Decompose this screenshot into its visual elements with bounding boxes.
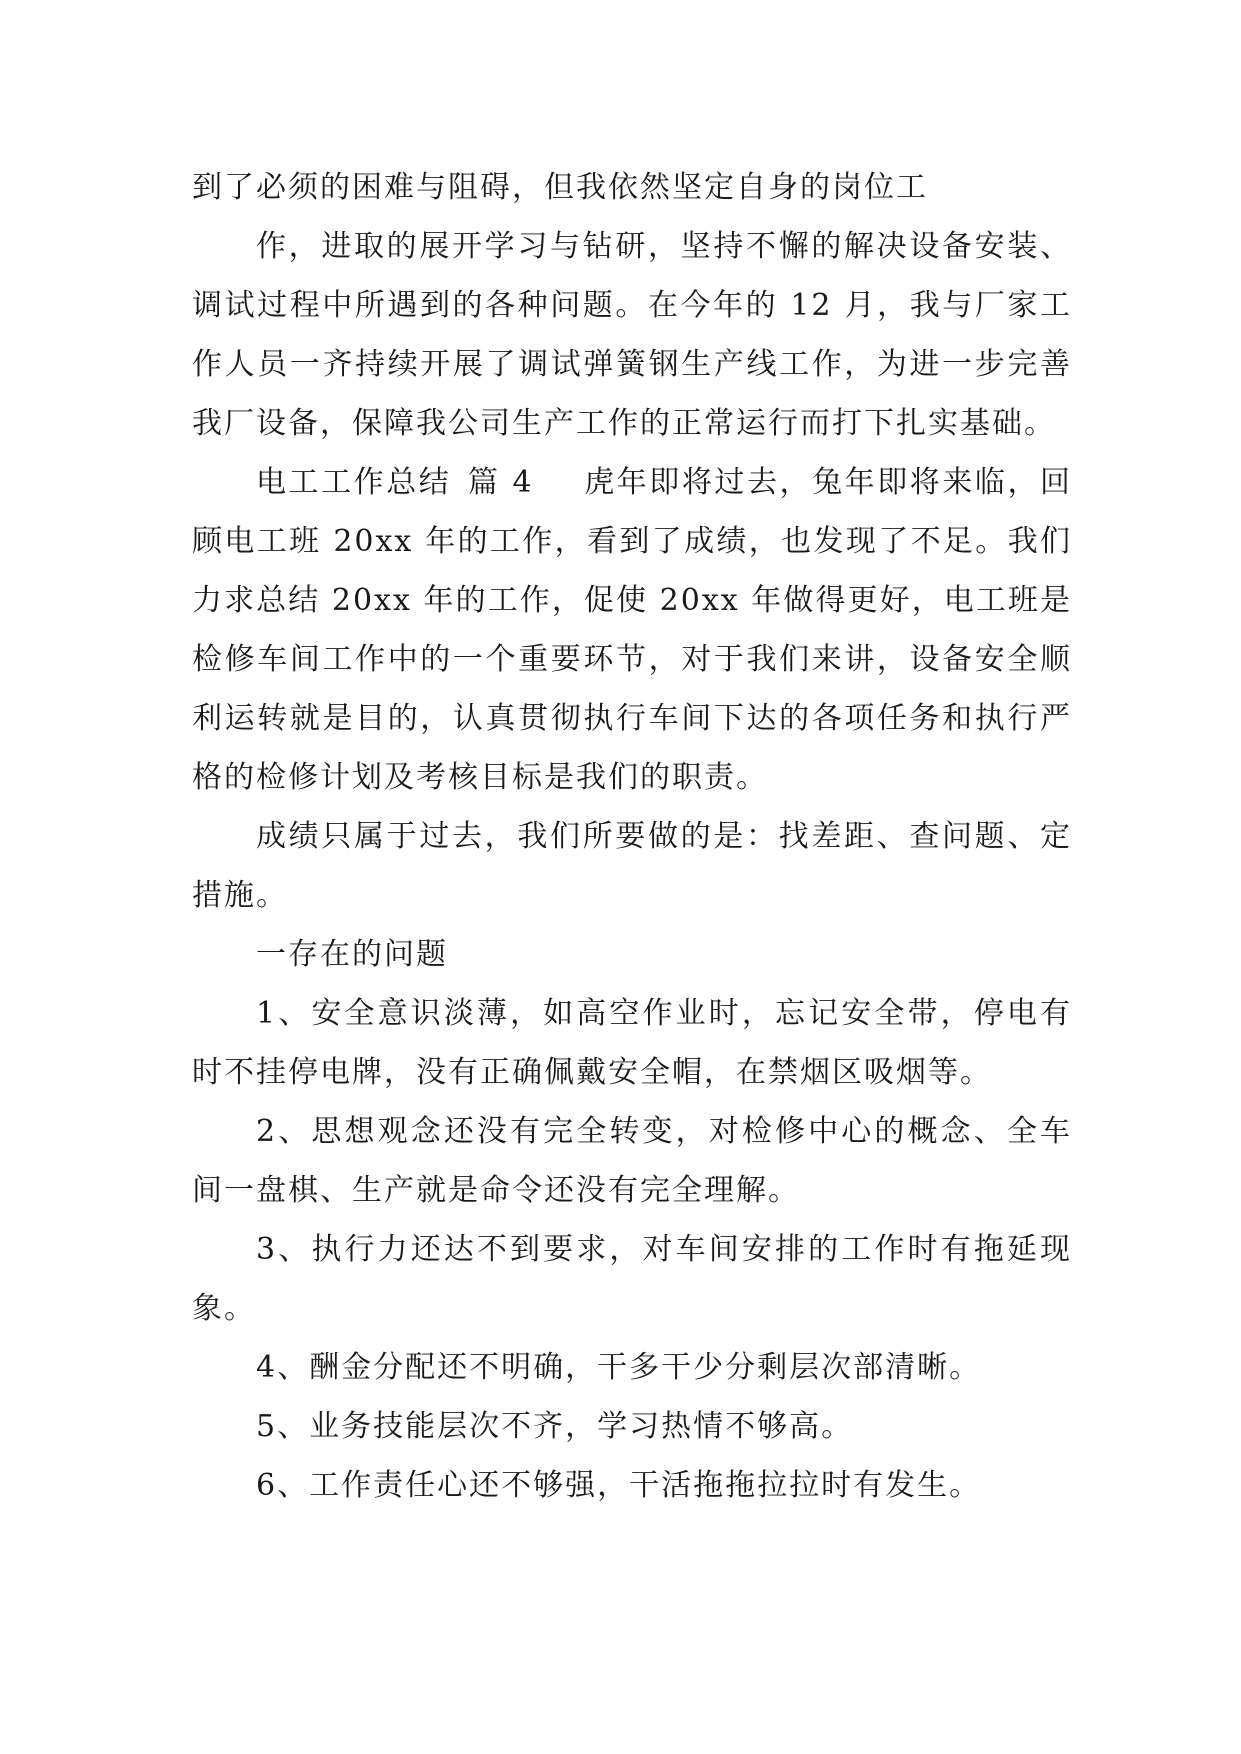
section-heading: 电工工作总结 <box>256 465 452 500</box>
paragraph-work-progress: 作，进取的展开学习与钻研，坚持不懈的解决设备安装、调试过程中所遇到的各种问题。在今年的 12 月，我与厂家工作人员一齐持续开展了调试弹簧钢生产线工作，为进一步完善我厂设备，保障我公司生产工作的正常运行而打下扎实基础。 <box>192 229 1072 441</box>
list-item-problem-2: 2、思想观念还没有完全转变，对检修中心的概念、全车间一盘棋、生产就是命令还没有完全理解。 <box>192 1114 1072 1208</box>
list-item-problem-3: 3、执行力还达不到要求，对车间安排的工作时有拖延现象。 <box>192 1232 1072 1326</box>
list-item-problem-4: 4、酬金分配还不明确，干多干少分剩层次部清晰。 <box>256 1350 982 1385</box>
paragraph-problems-heading: 一存在的问题 <box>256 937 448 972</box>
list-item-problem-6: 6、工作责任心还不够强，干活拖拖拉拉时有发生。 <box>256 1468 982 1503</box>
document-body <box>192 158 1072 1515</box>
section-number: 篇 4 <box>467 465 534 500</box>
section-body: 虎年即将过去，兔年即将来临，回顾电工班 20xx 年的工作，看到了成绩，也发现了不足。我们力求总结 20xx 年的工作，促使 20xx 年做得更好，电工班是检修车间工作中的一个重要环节，对于我们来讲，设备安全顺利运转就是目的，认真贯彻执行车间下达的各项任务和执行严格的检修计划及考核目标是我们的职责。 <box>192 465 1072 795</box>
paragraph-continuation: 到了必须的困难与阻碍，但我依然坚定自身的岗位工 <box>192 170 928 205</box>
list-item-problem-5: 5、业务技能层次不齐，学习热情不够高。 <box>256 1409 854 1444</box>
paragraph-achievements: 成绩只属于过去，我们所要做的是：找差距、查问题、定措施。 <box>192 819 1072 913</box>
paragraph-summary-intro <box>192 453 1072 807</box>
list-item-problem-1: 1、安全意识淡薄，如高空作业时，忘记安全带，停电有时不挂停电牌，没有正确佩戴安全帽，在禁烟区吸烟等。 <box>192 996 1072 1090</box>
